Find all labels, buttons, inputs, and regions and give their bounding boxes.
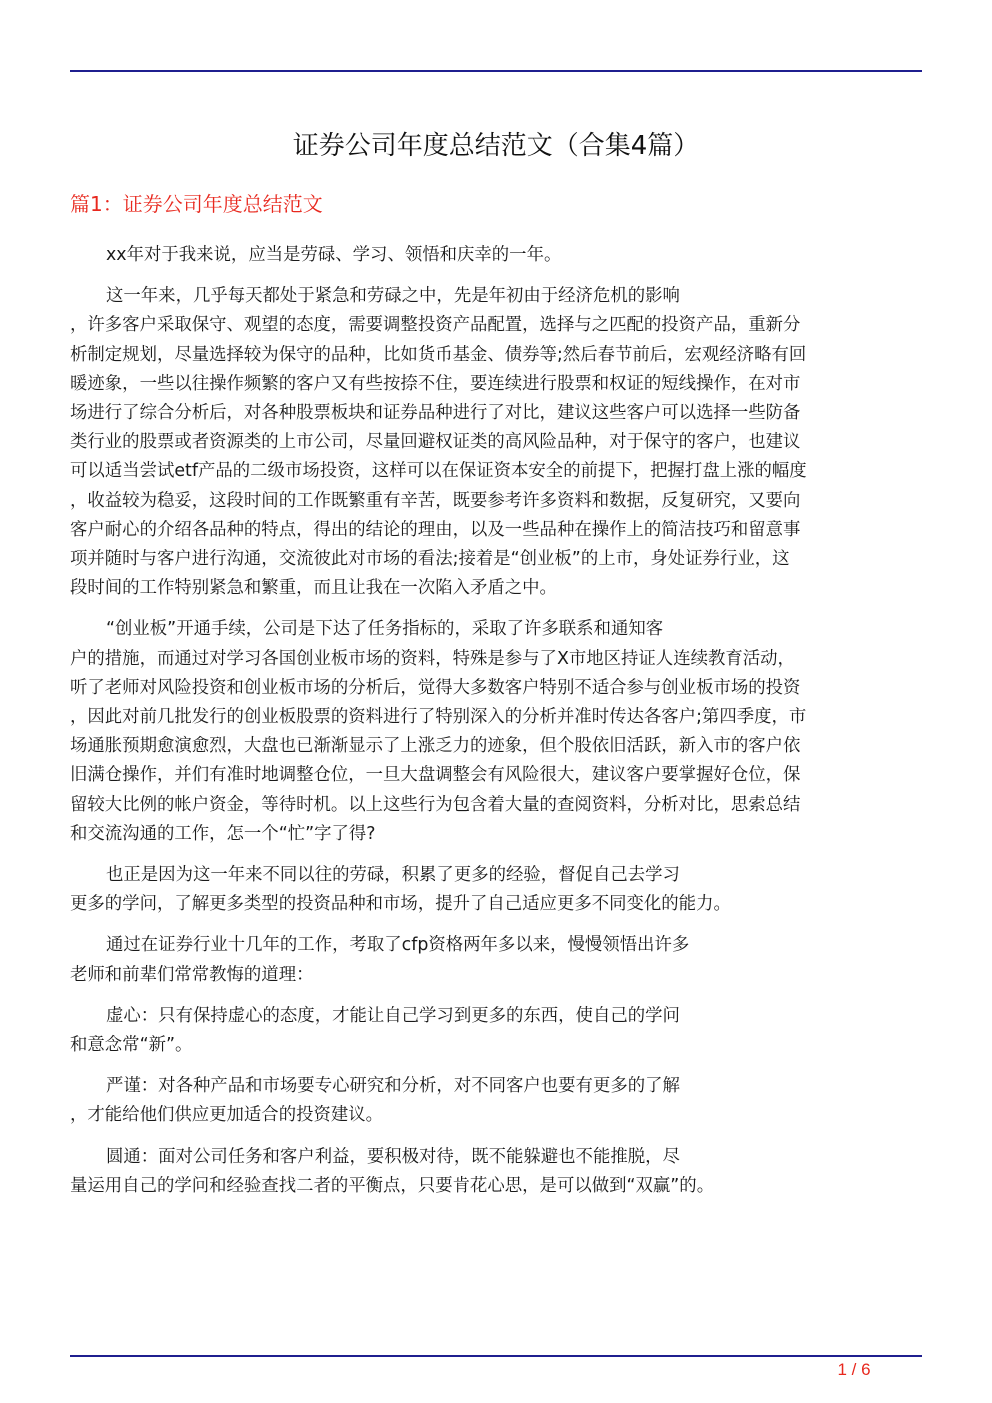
text-line: 留较大比例的帐户资金，等待时机。以上这些行为包含着大量的查阅资料，分析对比，思索总结 [70,794,801,815]
text-line: 通过在证券行业十几年的工作，考取了cfp资格两年多以来，慢慢领悟出许多 [106,935,690,956]
text-line: 段时间的工作特别紧急和繁重，而且让我在一次陷入矛盾之中。 [70,578,557,599]
text-line: 和意念常“新”。 [70,1035,193,1056]
text-line: ，许多客户采取保守、观望的态度，需要调整投资产品配置，选择与之匹配的投资产品，重新分 [70,315,801,336]
text-line: 场进行了综合分析后，对各种股票板块和证券品种进行了对比，建议这些客户可以选择一些防备 [70,403,801,424]
document-body [70,241,922,1213]
paragraph [70,1072,922,1130]
paragraph [70,931,922,989]
text-line: 这一年来，几乎每天都处于紧急和劳碌之中，先是年初由于经济危机的影响 [106,286,680,307]
page-number: 1 / 6 [837,1360,871,1379]
text-line: 虚心：只有保持虚心的态度，才能让自己学习到更多的东西，使自己的学问 [106,1005,680,1026]
footer-rule [70,1355,922,1357]
text-line: 户的措施，而通过对学习各国创业板市场的资料，特殊是参与了X市地区持证人连续教育活动， [70,648,795,669]
text-line: ，才能给他们供应更加适合的投资建议。 [70,1105,384,1126]
section-heading: 篇1：证券公司年度总结范文 [70,192,323,216]
paragraph [70,1002,922,1060]
paragraph [70,282,922,603]
text-line: 更多的学问，了解更多类型的投资品种和市场，提升了自己适应更多不同变化的能力。 [70,894,731,915]
paragraph [70,615,922,849]
text-line: 析制定规划，尽量选择较为保守的品种，比如货币基金、债券等;然后春节前后，宏观经济略有回 [70,344,807,365]
text-line: 量运用自己的学问和经验查找二者的平衡点，只要肯花心思，是可以做到“双赢”的。 [70,1175,715,1196]
document-title: 证券公司年度总结范文（合集4篇） [292,131,700,161]
paragraph [70,861,922,919]
text-line: 和交流沟通的工作，怎一个“忙”字了得? [70,823,376,844]
text-line: 严谨：对各种产品和市场要专心研究和分析，对不同客户也要有更多的了解 [106,1076,680,1097]
text-line: ，收益较为稳妥，这段时间的工作既繁重有辛苦，既要参考许多资料和数据，反复研究，又要向 [70,490,801,511]
text-line: 可以适当尝试etf产品的二级市场投资，这样可以在保证资本安全的前提下，把握打盘上涨的幅度 [70,461,807,482]
text-line: 类行业的股票或者资源类的上市公司，尽量回避权证类的高风险品种，对于保守的客户，也建议 [70,432,801,453]
text-line: 旧满仓操作，并们有准时地调整仓位，一旦大盘调整会有风险很大，建议客户要掌握好仓位，保 [70,765,801,786]
paragraph [70,1143,922,1201]
text-line: 项并随时与客户进行沟通，交流彼此对市场的看法;接着是“创业板”的上市，身处证券行业，这 [70,549,790,570]
text-line: 老师和前辈们常常教悔的道理： [70,964,314,985]
text-line: xx年对于我来说，应当是劳碌、学习、领悟和庆幸的一年。 [106,245,562,265]
text-line: “创业板”开通手续，公司是下达了任务指标的，采取了许多联系和通知客 [106,619,664,640]
header-rule [70,70,922,72]
text-line: 听了老师对风险投资和创业板市场的分析后，觉得大多数客户特别不适合参与创业板市场的投资 [70,677,801,698]
text-line: ，因此对前几批发行的创业板股票的资料进行了特别深入的分析并准时传达各客户;第四季度，市 [70,707,807,728]
text-line: 也正是因为这一年来不同以往的劳碌，积累了更多的经验，督促自己去学习 [106,865,680,886]
text-line: 客户耐心的介绍各品种的特点，得出的结论的理由，以及一些品种在操作上的简洁技巧和留意事 [70,519,801,540]
text-line: 场通胀预期愈演愈烈，大盘也已渐渐显示了上涨乏力的迹象，但个股依旧活跃，新入市的客户依 [70,736,801,757]
paragraph [70,241,922,270]
text-line: 暖迹象，一些以往操作频繁的客户又有些按捺不住，要连续进行股票和权证的短线操作，在对市 [70,373,801,394]
text-line: 圆通：面对公司任务和客户利益，要积极对待，既不能躲避也不能推脱，尽 [106,1146,680,1167]
